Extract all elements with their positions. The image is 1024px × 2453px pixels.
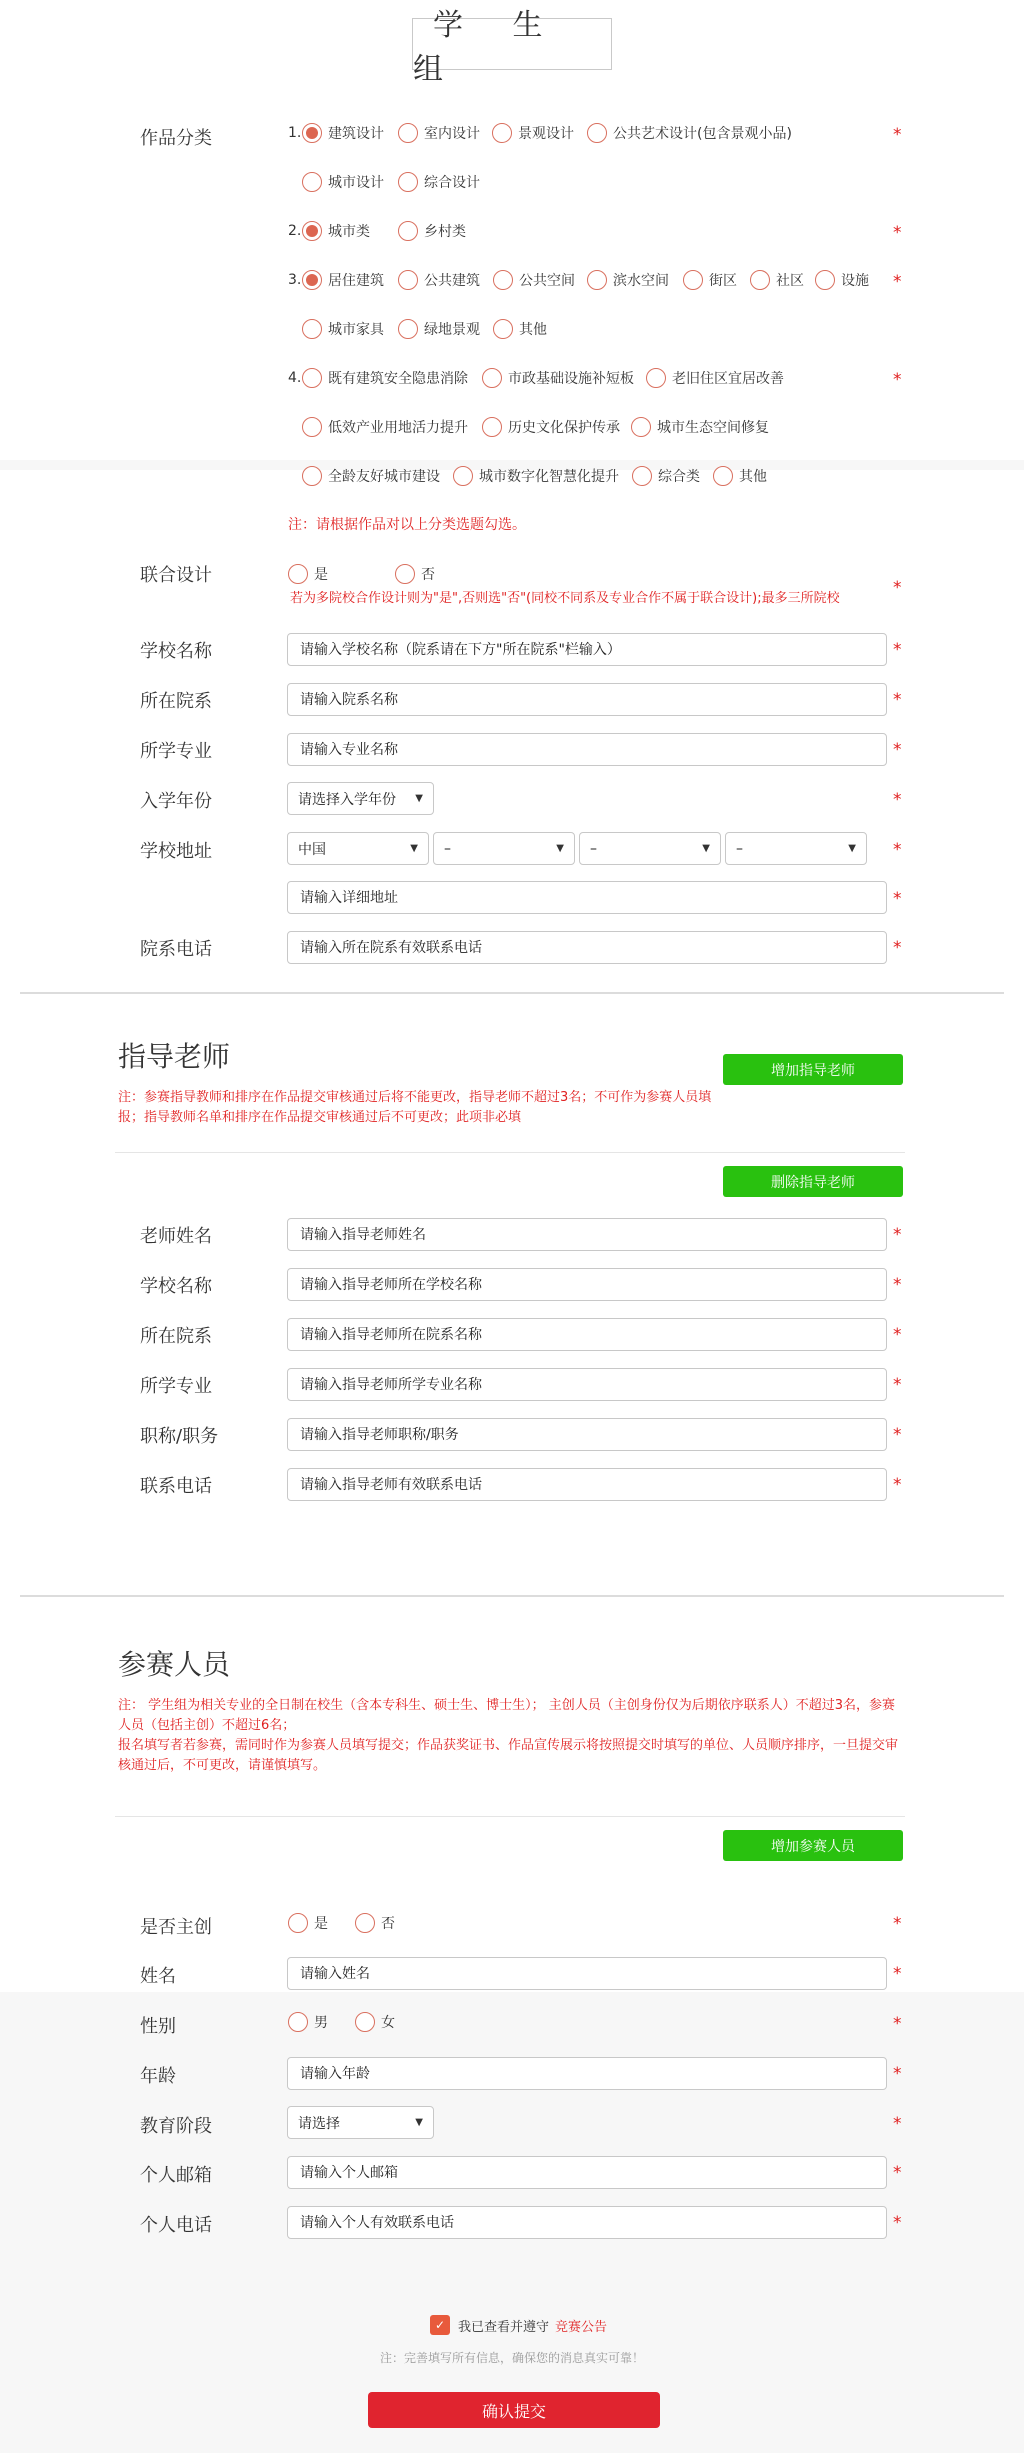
member-name-label: 姓名 [140,1966,176,1987]
radio-circle[interactable] [395,564,415,584]
teacher-job-input[interactable] [287,1418,887,1451]
age-label: 年龄 [140,2066,176,2087]
submit-tip: 注：完善填写所有信息，确保您的消息真实可靠！ [379,2351,644,2365]
radio-circle[interactable] [492,123,512,143]
country-select[interactable]: 中国 ▼ [287,832,429,865]
required-star: * [893,1914,902,1934]
lead-yes-radio[interactable]: 是 [288,1913,328,1933]
chevron-down-icon: ▼ [702,843,710,854]
cat4-option-5[interactable]: 历史文化保护传承 [482,417,620,437]
required-star: * [893,640,902,660]
cat4-option-4[interactable]: 低效产业用地活力提升 [302,417,468,437]
dept-input[interactable] [287,683,887,716]
dept-phone-input[interactable] [287,931,887,964]
cat3-option-8[interactable]: 城市家具 [302,319,384,339]
district-select[interactable]: – ▼ [725,832,867,865]
required-star: * [893,578,902,598]
category-label: 作品分类 [140,128,212,149]
divider [115,1816,905,1817]
lead-no-radio[interactable]: 否 [355,1913,395,1933]
radio-circle[interactable] [453,466,473,486]
radio-circle[interactable] [288,564,308,584]
email-label: 个人邮箱 [140,2165,212,2186]
required-star: * [893,690,902,710]
member-note-1: 注： 学生组为相关专业的全日制在校生（含本专科生、硕士生、博士生）； 主创人员（主创身份仅为后期依序联系人）不超过3名，参赛人员（包括主创）不超过6名； [118,1698,896,1733]
member-name-input[interactable] [287,1957,887,1990]
member-note-2: 报名填写者若参赛，需同时作为参赛人员填写提交；作品获奖证书、作品宣传展示将按照提交时填写的单位、人员顺序排序，一旦提交审核通过后，不可更改，请谨慎填写。 [118,1738,899,1773]
cat1-option-1[interactable]: 建筑设计 [302,123,384,143]
teacher-school-input[interactable] [287,1268,887,1301]
radio-circle[interactable] [302,172,322,192]
add-member-button[interactable]: 增加参赛人员 [723,1830,903,1861]
cat4-option-9[interactable]: 综合类 [632,466,700,486]
radio-circle[interactable] [493,270,513,290]
cat3-option-7[interactable]: 设施 [815,270,869,290]
radio-circle[interactable] [302,319,322,339]
required-star: * [893,1425,902,1445]
teacher-dept-label: 所在院系 [140,1326,212,1347]
teacher-school-label: 学校名称 [140,1276,212,1297]
category-note: 注：请根据作品对以上分类选题勾选。 [288,517,526,533]
divider [20,992,1004,994]
radio-circle[interactable] [398,172,418,192]
joint-no-radio[interactable]: 否 [395,564,435,584]
radio-circle[interactable] [750,270,770,290]
cat4-option-8[interactable]: 城市数字化智慧化提升 [453,466,619,486]
member-section-title: 参赛人员 [118,1648,231,1681]
teacher-note: 注：参赛指导教师和排序在作品提交审核通过后将不能更改，指导老师不超过3名；不可作为参赛人员填报；指导教师名单和排序在作品提交审核通过后不可更改；此项非必填 [118,1090,712,1125]
joint-label: 联合设计 [140,565,212,586]
radio-circle[interactable] [587,123,607,143]
required-star: * [893,2014,902,2034]
required-star: * [893,2064,902,2084]
cat4-option-7[interactable]: 全龄友好城市建设 [302,466,440,486]
radio-circle[interactable] [398,123,418,143]
divider [115,1152,905,1153]
radio-circle[interactable] [288,1913,308,1933]
radio-circle[interactable] [398,319,418,339]
edu-label: 教育阶段 [140,2116,212,2137]
cat1-option-6[interactable]: 综合设计 [398,172,480,192]
required-star: * [893,1475,902,1495]
joint-yes-radio[interactable]: 是 [288,564,328,584]
cat3-option-2[interactable]: 公共建筑 [398,270,480,290]
teacher-name-input[interactable] [287,1218,887,1251]
required-star: * [893,1325,902,1345]
radio-circle[interactable] [482,368,502,388]
submit-button[interactable]: 确认提交 [368,2392,660,2428]
chevron-down-icon: ▼ [410,843,418,854]
required-star: * [893,2163,902,2183]
required-star: * [893,2213,902,2233]
teacher-phone-label: 联系电话 [140,1476,212,1497]
chevron-down-icon: ▼ [848,843,856,854]
required-star: * [893,1375,902,1395]
required-star: * [893,1275,902,1295]
cat4-option-1[interactable]: 既有建筑安全隐患消除 [302,368,468,388]
radio-circle[interactable] [355,2012,375,2032]
cat4-option-10[interactable]: 其他 [713,466,767,486]
radio-circle[interactable] [302,270,322,290]
group1-num: 1. [288,125,302,141]
required-star: * [893,370,902,390]
required-star: * [893,740,902,760]
divider [20,1595,1004,1597]
joint-note: 若为多院校合作设计则为"是",否则选"否"(同校不同系及专业合作不属于联合设计);最多三所院校 [290,591,840,606]
required-star: * [893,2114,902,2134]
cat3-option-6[interactable]: 社区 [750,270,804,290]
edu-select[interactable]: 请选择 ▼ [287,2106,434,2139]
cat1-option-2[interactable]: 室内设计 [398,123,480,143]
year-label: 入学年份 [140,791,212,812]
announcement-link[interactable]: 竞赛公告 [555,2319,608,2335]
required-star: * [893,125,902,145]
age-input[interactable] [287,2057,887,2090]
teacher-section-title: 指导老师 [118,1040,231,1073]
address-label: 学校地址 [140,841,212,862]
cat4-option-2[interactable]: 市政基础设施补短板 [482,368,634,388]
delete-teacher-button[interactable]: 删除指导老师 [723,1166,903,1197]
address-detail-input[interactable] [287,881,887,914]
teacher-dept-input[interactable] [287,1318,887,1351]
radio-circle[interactable] [288,2012,308,2032]
school-name-label: 学校名称 [140,641,212,662]
lead-label: 是否主创 [140,1917,212,1938]
radio-circle[interactable] [482,417,502,437]
teacher-major-input[interactable] [287,1368,887,1401]
required-star: * [893,223,902,243]
group4-num: 4. [288,370,302,386]
cat3-option-10[interactable]: 其他 [493,319,547,339]
agree-row: ✓ 我已查看并遵守 竞赛公告 [430,2315,607,2335]
radio-circle[interactable] [713,466,733,486]
radio-circle[interactable] [493,319,513,339]
radio-circle[interactable] [302,221,322,241]
personal-phone-label: 个人电话 [140,2215,212,2236]
cat3-option-1[interactable]: 居住建筑 [302,270,384,290]
required-star: * [893,272,902,292]
required-star: * [893,889,902,909]
teacher-name-label: 老师姓名 [140,1226,212,1247]
gender-label: 性别 [140,2016,176,2037]
major-input[interactable] [287,733,887,766]
teacher-job-label: 职称/职务 [140,1426,219,1447]
school-name-input[interactable] [287,633,887,666]
page-title: 学 生 组 [412,18,612,70]
dept-label: 所在院系 [140,691,212,712]
radio-circle[interactable] [683,270,703,290]
cat1-option-4[interactable]: 公共艺术设计(包含景观小品) [587,123,792,143]
checkbox-checked-icon[interactable]: ✓ [430,2315,450,2335]
group2-num: 2. [288,223,302,239]
cat4-option-3[interactable]: 老旧住区宜居改善 [646,368,784,388]
cat4-option-6[interactable]: 城市生态空间修复 [631,417,769,437]
required-star: * [893,840,902,860]
cat1-option-3[interactable]: 景观设计 [492,123,574,143]
radio-circle[interactable] [587,270,607,290]
cat1-option-5[interactable]: 城市设计 [302,172,384,192]
chevron-down-icon: ▼ [415,793,423,804]
city-select[interactable]: – ▼ [579,832,721,865]
radio-circle[interactable] [355,1913,375,1933]
cat3-option-4[interactable]: 滨水空间 [587,270,669,290]
dept-phone-label: 院系电话 [140,939,212,960]
group3-num: 3. [288,272,302,288]
teacher-phone-input[interactable] [287,1468,887,1501]
cat3-option-5[interactable]: 街区 [683,270,737,290]
cat2-option-1[interactable]: 城市类 [302,221,370,241]
cat3-option-3[interactable]: 公共空间 [493,270,575,290]
radio-circle[interactable] [646,368,666,388]
radio-circle[interactable] [632,466,652,486]
required-star: * [893,1964,902,1984]
personal-phone-input[interactable] [287,2206,887,2239]
radio-circle[interactable] [302,123,322,143]
gender-female-radio[interactable]: 女 [355,2012,395,2032]
cat3-option-9[interactable]: 绿地景观 [398,319,480,339]
province-select[interactable]: – ▼ [433,832,575,865]
required-star: * [893,790,902,810]
radio-circle[interactable] [302,466,322,486]
teacher-major-label: 所学专业 [140,1376,212,1397]
radio-circle[interactable] [302,368,322,388]
year-select[interactable]: 请选择入学年份 ▼ [287,782,434,815]
radio-circle[interactable] [398,270,418,290]
gender-male-radio[interactable]: 男 [288,2012,328,2032]
radio-circle[interactable] [815,270,835,290]
radio-circle[interactable] [398,221,418,241]
chevron-down-icon: ▼ [415,2117,423,2128]
add-teacher-button[interactable]: 增加指导老师 [723,1054,903,1085]
required-star: * [893,1225,902,1245]
required-star: * [893,938,902,958]
radio-circle[interactable] [302,417,322,437]
major-label: 所学专业 [140,741,212,762]
cat2-option-2[interactable]: 乡村类 [398,221,466,241]
email-input[interactable] [287,2156,887,2189]
chevron-down-icon: ▼ [556,843,564,854]
radio-circle[interactable] [631,417,651,437]
